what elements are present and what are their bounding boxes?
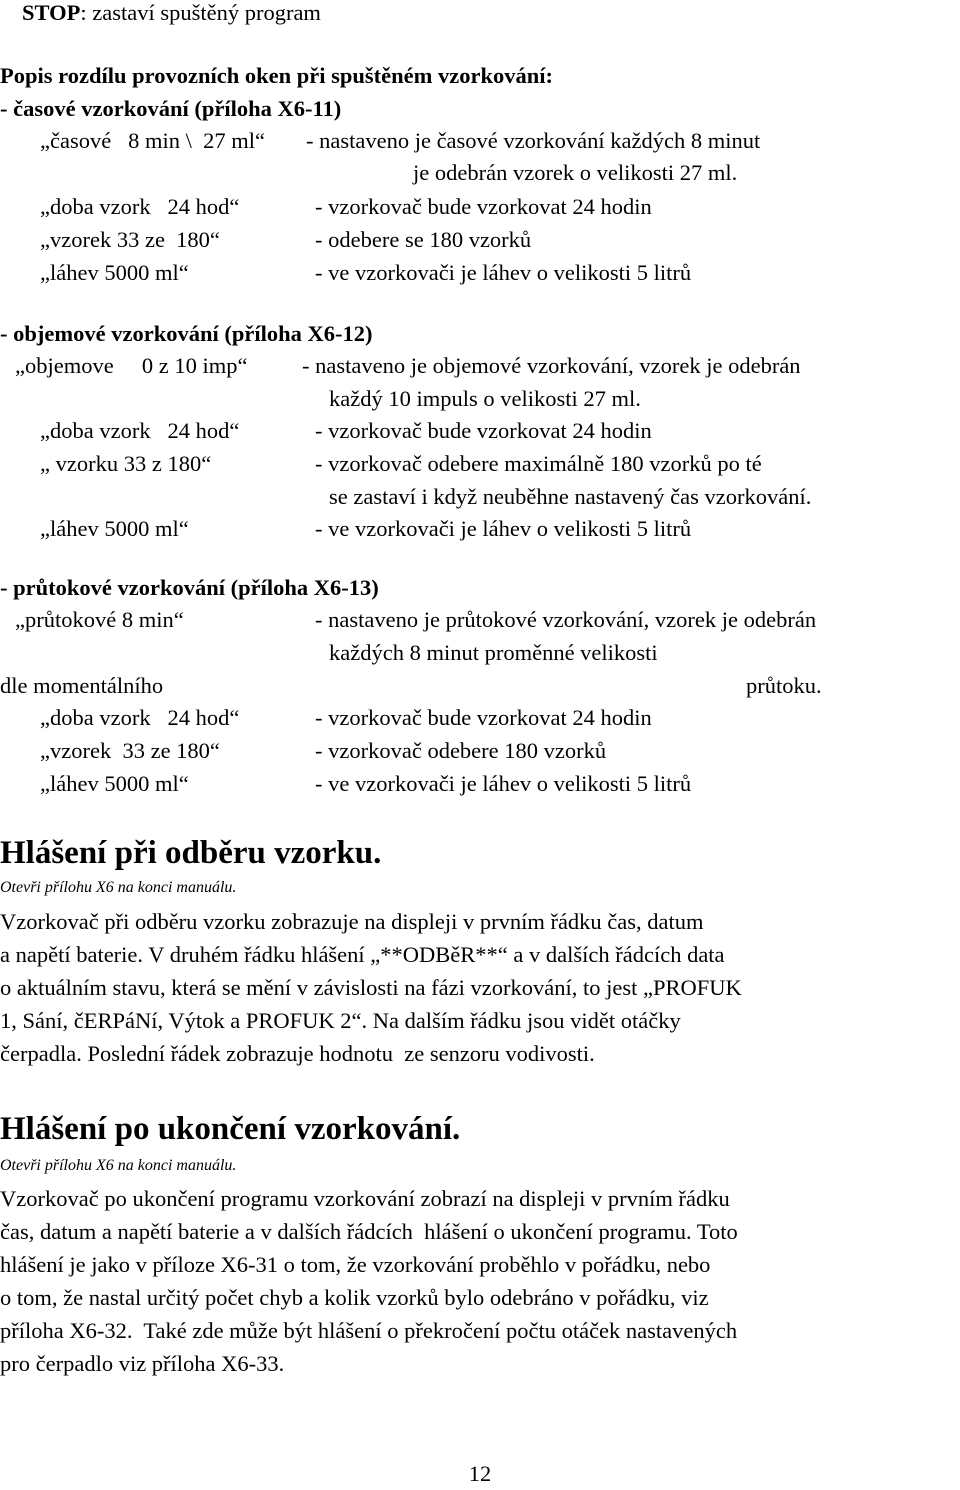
end-report-note: Otevři přílohu X6 na konci manuálu. [0,1157,237,1174]
volume-desc-3b: se zastaví i když neuběhne nastavený čas vzorkování. [329,484,812,509]
end-report-line: hlášení je jako v příloze X6-31 o tom, že vzorkování proběhlo v pořádku, nebo [0,1252,711,1277]
volume-display-1: „objemove 0 z 10 imp“ [15,353,248,378]
time-desc-1: - nastaveno je časové vzorkování každých 8 minut [306,128,761,153]
page-number: 12 [468,1461,492,1486]
end-report-heading: Hlášení po ukončení vzorkování. [0,1111,461,1147]
volume-display-4: „láhev 5000 ml“ [40,516,189,541]
end-report-line: o tom, že nastal určitý počet chyb a kolik vzorků bylo odebráno v pořádku, viz [0,1285,709,1310]
time-desc-4: - ve vzorkovači je láhev o velikosti 5 litrů [315,260,692,285]
stop-text: : zastaví spuštěný program [80,0,321,25]
volume-display-3: „ vzorku 33 z 180“ [40,451,212,476]
flow-display-4: „láhev 5000 ml“ [40,771,189,796]
flow-display-1: „průtokové 8 min“ [15,607,184,632]
sampling-report-line: Vzorkovač při odběru vzorku zobrazuje na displeji v prvním řádku čas, datum [0,909,704,934]
stop-label: STOP [22,0,81,25]
end-report-line: příloha X6-32. Také zde může být hlášení o překročení počtu otáček nastavených [0,1318,738,1343]
flow-desc-2: - vzorkovač bude vzorkovat 24 hodin [315,705,652,730]
volume-desc-4: - ve vzorkovači je láhev o velikosti 5 litrů [315,516,692,541]
flow-display-3: „vzorek 33 ze 180“ [40,738,220,763]
flow-desc-1b: každých 8 minut proměnné velikosti [329,640,658,665]
sampling-report-line: o aktuálním stavu, která se mění v závislosti na fázi vzorkování, to jest „PROFUK [0,975,742,1000]
time-desc-3: - odebere se 180 vzorků [315,227,532,252]
volume-section-heading: - objemové vzorkování (příloha X6-12) [0,321,373,346]
flow-desc-4: - ve vzorkovači je láhev o velikosti 5 litrů [315,771,692,796]
flow-section-heading: - průtokové vzorkování (příloha X6-13) [0,575,379,600]
volume-desc-2: - vzorkovač bude vzorkovat 24 hodin [315,418,652,443]
flow-desc-1c-left: dle momentálního [0,673,164,698]
sampling-report-line: čerpadla. Poslední řádek zobrazuje hodnotu ze senzoru vodivosti. [0,1041,595,1066]
time-display-4: „láhev 5000 ml“ [40,260,189,285]
volume-desc-1b: každý 10 impuls o velikosti 27 ml. [329,386,641,411]
flow-desc-1c-right: průtoku. [746,673,822,698]
sampling-report-heading: Hlášení při odběru vzorku. [0,835,382,871]
end-report-line: pro čerpadlo viz příloha X6-33. [0,1351,285,1376]
time-desc-2: - vzorkovač bude vzorkovat 24 hodin [315,194,652,219]
flow-desc-3: - vzorkovač odebere 180 vzorků [315,738,607,763]
time-desc-1b: je odebrán vzorek o velikosti 27 ml. [413,160,738,185]
flow-desc-1: - nastaveno je průtokové vzorkování, vzorek je odebrán [315,607,817,632]
volume-display-2: „doba vzork 24 hod“ [40,418,240,443]
volume-desc-3: - vzorkovač odebere maximálně 180 vzorků po té [315,451,762,476]
intro-heading: Popis rozdílu provozních oken při spuštěném vzorkování: [0,63,553,88]
time-display-3: „vzorek 33 ze 180“ [40,227,220,252]
time-section-heading: - časové vzorkování (příloha X6-11) [0,96,342,121]
time-display-2: „doba vzork 24 hod“ [40,194,240,219]
time-display-1: „časové 8 min \ 27 ml“ [40,128,265,153]
sampling-report-line: a napětí baterie. V druhém řádku hlášení „**ODBěR**“ a v dalších řádcích data [0,942,725,967]
sampling-report-note: Otevři přílohu X6 na konci manuálu. [0,879,237,896]
volume-desc-1: - nastaveno je objemové vzorkování, vzorek je odebrán [302,353,801,378]
end-report-line: čas, datum a napětí baterie a v dalších řádcích hlášení o ukončení programu. Toto [0,1219,738,1244]
sampling-report-line: 1, Sání, čERPáNí, Výtok a PROFUK 2“. Na dalším řádku jsou vidět otáčky [0,1008,681,1033]
end-report-line: Vzorkovač po ukončení programu vzorkování zobrazí na displeji v prvním řádku [0,1186,730,1211]
flow-display-2: „doba vzork 24 hod“ [40,705,240,730]
stop-line [22,0,321,29]
